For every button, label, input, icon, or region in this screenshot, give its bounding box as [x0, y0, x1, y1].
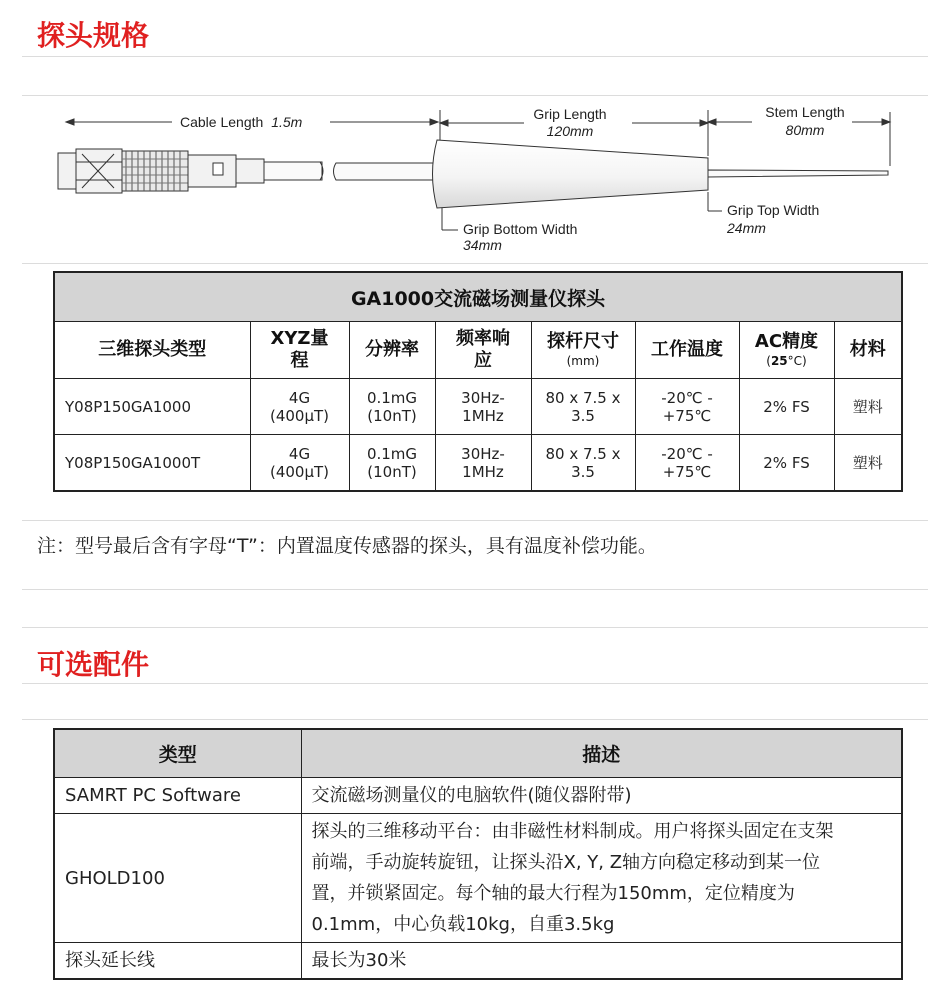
section-title-accessories: 可选配件	[37, 648, 150, 681]
leader-grip-top	[708, 192, 722, 211]
grip-length-label: Grip Length	[533, 106, 607, 122]
cell-resolution: 0.1mG (10nT)	[349, 435, 435, 492]
stem-length-label: Stem Length	[765, 104, 845, 120]
cell-stem-size: 80 x 7.5 x 3.5	[531, 379, 635, 435]
cable-length-value: 1.5m	[271, 114, 303, 130]
header-stem-size: 探杆尺寸 (mm)	[531, 322, 635, 379]
divider	[22, 56, 928, 57]
table-row	[54, 814, 902, 943]
cell-material: 塑料	[834, 379, 902, 435]
divider	[22, 263, 928, 264]
divider	[22, 719, 928, 720]
grip-top-label: Grip Top Width	[727, 202, 820, 218]
probe-dimension-diagram	[40, 100, 900, 250]
header-ac-accuracy: AC精度 (25°C)	[739, 322, 834, 379]
divider	[22, 95, 928, 96]
probe-spec-table	[53, 271, 903, 492]
divider	[22, 589, 928, 590]
cell-model: Y08P150GA1000T	[54, 435, 250, 492]
connector-drawing	[58, 149, 323, 193]
table-row	[54, 943, 902, 980]
cell-frequency: 30Hz- 1MHz	[435, 435, 531, 492]
table-row	[54, 435, 902, 492]
header-description: 描述	[301, 729, 902, 778]
header-frequency: 频率响 应	[435, 322, 531, 379]
dim-stem-length	[708, 112, 890, 166]
table-row	[54, 778, 902, 814]
table-row	[54, 379, 902, 435]
accessories-table-header	[54, 729, 902, 778]
divider	[22, 520, 928, 521]
model-note: 注：型号最后含有字母“T”：内置温度传感器的探头，具有温度补偿功能。	[37, 535, 657, 557]
cell-range: 4G (400µT)	[250, 379, 349, 435]
cell-accuracy: 2% FS	[739, 435, 834, 492]
divider	[22, 627, 928, 628]
header-range: XYZ量 程	[250, 322, 349, 379]
header-probe-type: 三维探头类型	[54, 322, 250, 379]
grip-bottom-label: Grip Bottom Width	[463, 221, 578, 237]
cell-accuracy: 2% FS	[739, 379, 834, 435]
cell-temp: -20℃ - +75℃	[635, 435, 739, 492]
cell-type: GHOLD100	[54, 814, 301, 943]
divider	[22, 683, 928, 684]
cell-material: 塑料	[834, 435, 902, 492]
grip-bottom-value: 34mm	[463, 237, 502, 250]
grip-drawing	[433, 140, 709, 208]
svg-text:Cable Length 1.5m	[180, 114, 303, 130]
cell-stem-size: 80 x 7.5 x 3.5	[531, 435, 635, 492]
header-operating-temp: 工作温度	[635, 322, 739, 379]
stem-drawing	[708, 170, 888, 177]
grip-length-value: 120mm	[546, 123, 594, 139]
header-material: 材料	[834, 322, 902, 379]
header-resolution: 分辨率	[349, 322, 435, 379]
section-title-probe-spec: 探头规格	[37, 19, 150, 52]
cell-description: 最长为30米	[301, 943, 902, 980]
spec-table-caption: GA1000交流磁场测量仪探头	[54, 272, 902, 322]
cable-drawing	[334, 163, 439, 180]
accessories-table	[53, 728, 903, 980]
stem-length-value: 80mm	[785, 122, 825, 138]
cell-temp: -20℃ - +75℃	[635, 379, 739, 435]
cell-range: 4G (400µT)	[250, 435, 349, 492]
grip-top-value: 24mm	[727, 220, 766, 236]
cell-model: Y08P150GA1000	[54, 379, 250, 435]
cable-length-label: Cable Length	[180, 114, 264, 130]
cell-type: SAMRT PC Software	[54, 778, 301, 814]
leader-grip-bottom	[442, 208, 458, 230]
cell-type: 探头延长线	[54, 943, 301, 980]
spec-table-header	[54, 322, 902, 379]
cell-frequency: 30Hz- 1MHz	[435, 379, 531, 435]
cell-description: 交流磁场测量仪的电脑软件(随仪器附带)	[301, 778, 902, 814]
cell-description: 探头的三维移动平台：由非磁性材料制成。用户将探头固定在支架 前端，手动旋转旋钮，让探头沿X, Y, Z轴方向稳定移动到某一位 置，并锁紧固定。每个轴的最大行程为150mm，定位精度为 0.1mm，中心负载10kg，自重3.5kg	[301, 814, 902, 943]
cell-resolution: 0.1mG (10nT)	[349, 379, 435, 435]
header-type: 类型	[54, 729, 301, 778]
